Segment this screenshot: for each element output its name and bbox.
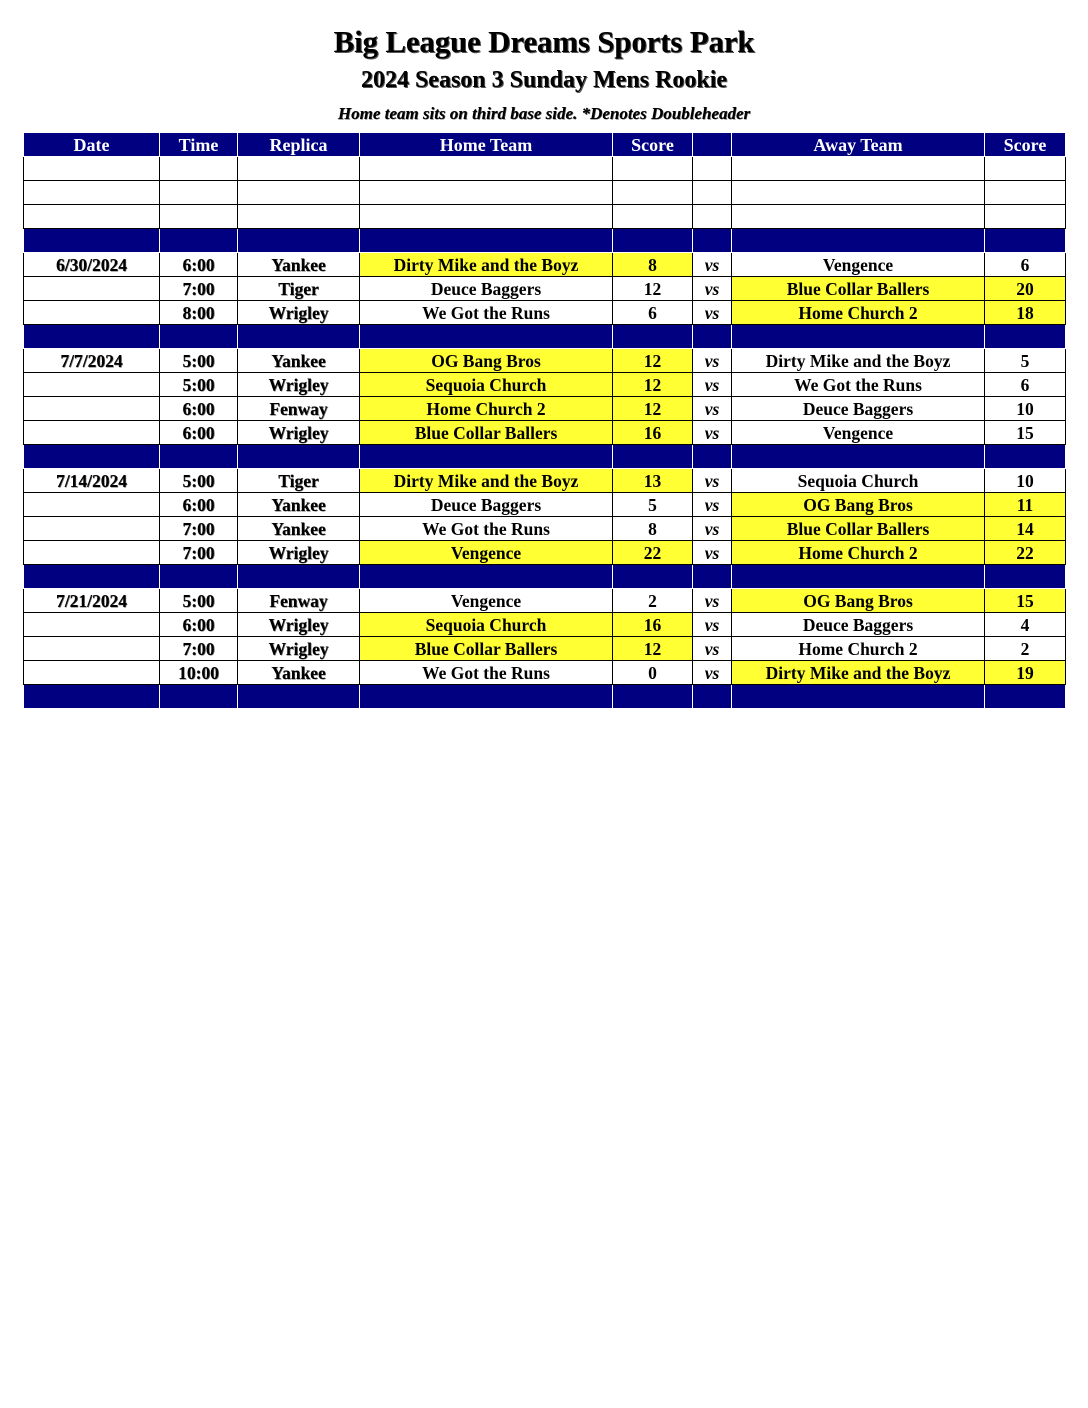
home-score: 0 <box>613 661 693 685</box>
home-score: 2 <box>613 589 693 613</box>
separator-cell <box>238 325 360 349</box>
home-score: 22 <box>613 541 693 565</box>
empty-cell <box>24 157 160 181</box>
empty-cell <box>160 205 238 229</box>
separator-cell <box>732 445 985 469</box>
separator-cell <box>160 445 238 469</box>
schedule-table <box>23 132 1066 709</box>
column-header-home-score: Score <box>613 133 693 157</box>
separator-cell <box>613 229 693 253</box>
game-replica-field: Wrigley <box>238 373 360 397</box>
empty-cell <box>238 205 360 229</box>
away-score: 14 <box>985 517 1066 541</box>
vs-label: vs <box>693 253 732 277</box>
game-replica-field: Fenway <box>238 589 360 613</box>
home-team: Vengence <box>360 589 613 613</box>
home-score: 8 <box>613 517 693 541</box>
empty-cell <box>732 181 985 205</box>
separator-cell <box>693 685 732 709</box>
game-replica-field: Yankee <box>238 517 360 541</box>
home-score: 12 <box>613 373 693 397</box>
away-team: Home Church 2 <box>732 541 985 565</box>
separator-cell <box>24 685 160 709</box>
separator-cell <box>238 685 360 709</box>
away-score: 19 <box>985 661 1066 685</box>
separator-cell <box>160 229 238 253</box>
empty-cell <box>160 157 238 181</box>
home-score: 12 <box>613 277 693 301</box>
game-date <box>24 613 160 637</box>
away-team: We Got the Runs <box>732 373 985 397</box>
game-row <box>24 301 1066 325</box>
separator-cell <box>360 685 613 709</box>
vs-label: vs <box>693 349 732 373</box>
separator-cell <box>613 685 693 709</box>
away-team: Blue Collar Ballers <box>732 517 985 541</box>
separator-cell <box>360 565 613 589</box>
game-time: 5:00 <box>160 589 238 613</box>
vs-label: vs <box>693 301 732 325</box>
game-date <box>24 541 160 565</box>
separator-cell <box>160 685 238 709</box>
schedule-body <box>24 157 1066 709</box>
game-date <box>24 637 160 661</box>
game-time: 8:00 <box>160 301 238 325</box>
home-team: Blue Collar Ballers <box>360 637 613 661</box>
separator-cell <box>360 325 613 349</box>
game-replica-field: Wrigley <box>238 613 360 637</box>
game-time: 5:00 <box>160 373 238 397</box>
column-header-replica: Replica <box>238 133 360 157</box>
column-header-vs <box>693 133 732 157</box>
separator-row <box>24 685 1066 709</box>
separator-cell <box>693 229 732 253</box>
empty-cell <box>985 181 1066 205</box>
game-time: 5:00 <box>160 349 238 373</box>
away-team: Home Church 2 <box>732 301 985 325</box>
home-team: We Got the Runs <box>360 661 613 685</box>
home-team: OG Bang Bros <box>360 349 613 373</box>
home-score: 12 <box>613 637 693 661</box>
game-date <box>24 301 160 325</box>
vs-label: vs <box>693 517 732 541</box>
column-header-home-team: Home Team <box>360 133 613 157</box>
home-team: Dirty Mike and the Boyz <box>360 469 613 493</box>
separator-cell <box>238 565 360 589</box>
home-team: Deuce Baggers <box>360 493 613 517</box>
away-score: 15 <box>985 589 1066 613</box>
away-team: Vengence <box>732 421 985 445</box>
game-row <box>24 253 1066 277</box>
vs-label: vs <box>693 421 732 445</box>
separator-cell <box>613 445 693 469</box>
home-team: We Got the Runs <box>360 517 613 541</box>
schedule-note: Home team sits on third base side. *Denotes Doubleheader <box>337 104 751 123</box>
home-score: 16 <box>613 421 693 445</box>
game-row <box>24 661 1066 685</box>
game-date: 7/7/2024 <box>24 349 160 373</box>
away-score: 2 <box>985 637 1066 661</box>
home-score: 5 <box>613 493 693 517</box>
game-time: 5:00 <box>160 469 238 493</box>
empty-cell <box>24 205 160 229</box>
away-score: 10 <box>985 397 1066 421</box>
game-date <box>24 277 160 301</box>
empty-cell <box>613 181 693 205</box>
empty-cell <box>732 205 985 229</box>
game-row <box>24 517 1066 541</box>
game-date: 7/14/2024 <box>24 469 160 493</box>
empty-cell <box>160 181 238 205</box>
game-replica-field: Fenway <box>238 397 360 421</box>
separator-cell <box>238 445 360 469</box>
game-replica-field: Wrigley <box>238 301 360 325</box>
column-header-date: Date <box>24 133 160 157</box>
away-score: 10 <box>985 469 1066 493</box>
blank-row <box>24 157 1066 181</box>
column-header-time: Time <box>160 133 238 157</box>
game-date <box>24 397 160 421</box>
empty-cell <box>985 205 1066 229</box>
away-score: 22 <box>985 541 1066 565</box>
away-score: 5 <box>985 349 1066 373</box>
home-score: 12 <box>613 397 693 421</box>
separator-cell <box>24 565 160 589</box>
away-team: Home Church 2 <box>732 637 985 661</box>
game-row <box>24 613 1066 637</box>
empty-cell <box>985 157 1066 181</box>
away-team: Blue Collar Ballers <box>732 277 985 301</box>
empty-cell <box>693 205 732 229</box>
separator-row <box>24 445 1066 469</box>
game-replica-field: Wrigley <box>238 541 360 565</box>
game-time: 6:00 <box>160 613 238 637</box>
game-date <box>24 517 160 541</box>
away-team: Deuce Baggers <box>732 613 985 637</box>
away-score: 11 <box>985 493 1066 517</box>
home-team: Blue Collar Ballers <box>360 421 613 445</box>
home-team: Home Church 2 <box>360 397 613 421</box>
vs-label: vs <box>693 373 732 397</box>
separator-cell <box>985 685 1066 709</box>
empty-cell <box>24 181 160 205</box>
separator-cell <box>24 445 160 469</box>
vs-label: vs <box>693 397 732 421</box>
game-time: 6:00 <box>160 421 238 445</box>
home-score: 6 <box>613 301 693 325</box>
game-time: 6:00 <box>160 397 238 421</box>
home-score: 16 <box>613 613 693 637</box>
game-date <box>24 661 160 685</box>
home-team: Dirty Mike and the Boyz <box>360 253 613 277</box>
separator-cell <box>693 325 732 349</box>
game-replica-field: Yankee <box>238 253 360 277</box>
separator-cell <box>732 229 985 253</box>
game-replica-field: Wrigley <box>238 421 360 445</box>
vs-label: vs <box>693 493 732 517</box>
blank-row <box>24 181 1066 205</box>
column-header-away-score: Score <box>985 133 1066 157</box>
separator-cell <box>160 565 238 589</box>
away-score: 6 <box>985 253 1066 277</box>
game-row <box>24 373 1066 397</box>
away-score: 18 <box>985 301 1066 325</box>
separator-row <box>24 229 1066 253</box>
empty-cell <box>613 157 693 181</box>
column-header-away-team: Away Team <box>732 133 985 157</box>
game-time: 10:00 <box>160 661 238 685</box>
away-score: 4 <box>985 613 1066 637</box>
page-title: Big League Dreams Sports Park <box>333 24 755 59</box>
blank-row <box>24 205 1066 229</box>
separator-cell <box>985 229 1066 253</box>
away-team: OG Bang Bros <box>732 493 985 517</box>
separator-cell <box>693 565 732 589</box>
home-team: We Got the Runs <box>360 301 613 325</box>
game-row <box>24 637 1066 661</box>
empty-cell <box>238 181 360 205</box>
away-team: Dirty Mike and the Boyz <box>732 661 985 685</box>
empty-cell <box>732 157 985 181</box>
game-replica-field: Wrigley <box>238 637 360 661</box>
separator-row <box>24 325 1066 349</box>
vs-label: vs <box>693 541 732 565</box>
away-score: 6 <box>985 373 1066 397</box>
game-row <box>24 493 1066 517</box>
empty-cell <box>238 157 360 181</box>
empty-cell <box>693 181 732 205</box>
game-time: 7:00 <box>160 517 238 541</box>
home-score: 13 <box>613 469 693 493</box>
home-team: Sequoia Church <box>360 373 613 397</box>
separator-cell <box>360 445 613 469</box>
empty-cell <box>613 205 693 229</box>
game-date <box>24 373 160 397</box>
game-row <box>24 349 1066 373</box>
page-subtitle: 2024 Season 3 Sunday Mens Rookie <box>360 67 728 93</box>
game-replica-field: Yankee <box>238 493 360 517</box>
game-date: 6/30/2024 <box>24 253 160 277</box>
game-time: 6:00 <box>160 253 238 277</box>
vs-label: vs <box>693 589 732 613</box>
vs-label: vs <box>693 277 732 301</box>
header-row <box>24 133 1066 157</box>
away-team: OG Bang Bros <box>732 589 985 613</box>
vs-label: vs <box>693 469 732 493</box>
separator-cell <box>985 325 1066 349</box>
game-time: 7:00 <box>160 277 238 301</box>
separator-cell <box>985 565 1066 589</box>
home-score: 8 <box>613 253 693 277</box>
empty-cell <box>693 157 732 181</box>
away-team: Deuce Baggers <box>732 397 985 421</box>
home-score: 12 <box>613 349 693 373</box>
game-replica-field: Tiger <box>238 277 360 301</box>
separator-cell <box>985 445 1066 469</box>
home-team: Deuce Baggers <box>360 277 613 301</box>
separator-cell <box>24 325 160 349</box>
vs-label: vs <box>693 613 732 637</box>
game-row <box>24 421 1066 445</box>
vs-label: vs <box>693 661 732 685</box>
empty-cell <box>360 181 613 205</box>
game-replica-field: Yankee <box>238 661 360 685</box>
game-time: 7:00 <box>160 541 238 565</box>
game-time: 6:00 <box>160 493 238 517</box>
separator-cell <box>24 229 160 253</box>
game-replica-field: Tiger <box>238 469 360 493</box>
game-date: 7/21/2024 <box>24 589 160 613</box>
separator-cell <box>613 325 693 349</box>
game-date <box>24 493 160 517</box>
empty-cell <box>360 205 613 229</box>
home-team: Vengence <box>360 541 613 565</box>
away-team: Dirty Mike and the Boyz <box>732 349 985 373</box>
game-row <box>24 541 1066 565</box>
separator-cell <box>693 445 732 469</box>
game-replica-field: Yankee <box>238 349 360 373</box>
away-team: Sequoia Church <box>732 469 985 493</box>
separator-cell <box>238 229 360 253</box>
game-date <box>24 421 160 445</box>
game-row <box>24 277 1066 301</box>
separator-cell <box>613 565 693 589</box>
separator-cell <box>360 229 613 253</box>
separator-row <box>24 565 1066 589</box>
separator-cell <box>732 565 985 589</box>
game-row <box>24 469 1066 493</box>
home-team: Sequoia Church <box>360 613 613 637</box>
vs-label: vs <box>693 637 732 661</box>
game-time: 7:00 <box>160 637 238 661</box>
game-row <box>24 589 1066 613</box>
away-team: Vengence <box>732 253 985 277</box>
separator-cell <box>160 325 238 349</box>
separator-cell <box>732 685 985 709</box>
away-score: 15 <box>985 421 1066 445</box>
away-score: 20 <box>985 277 1066 301</box>
game-row <box>24 397 1066 421</box>
empty-cell <box>360 157 613 181</box>
separator-cell <box>732 325 985 349</box>
